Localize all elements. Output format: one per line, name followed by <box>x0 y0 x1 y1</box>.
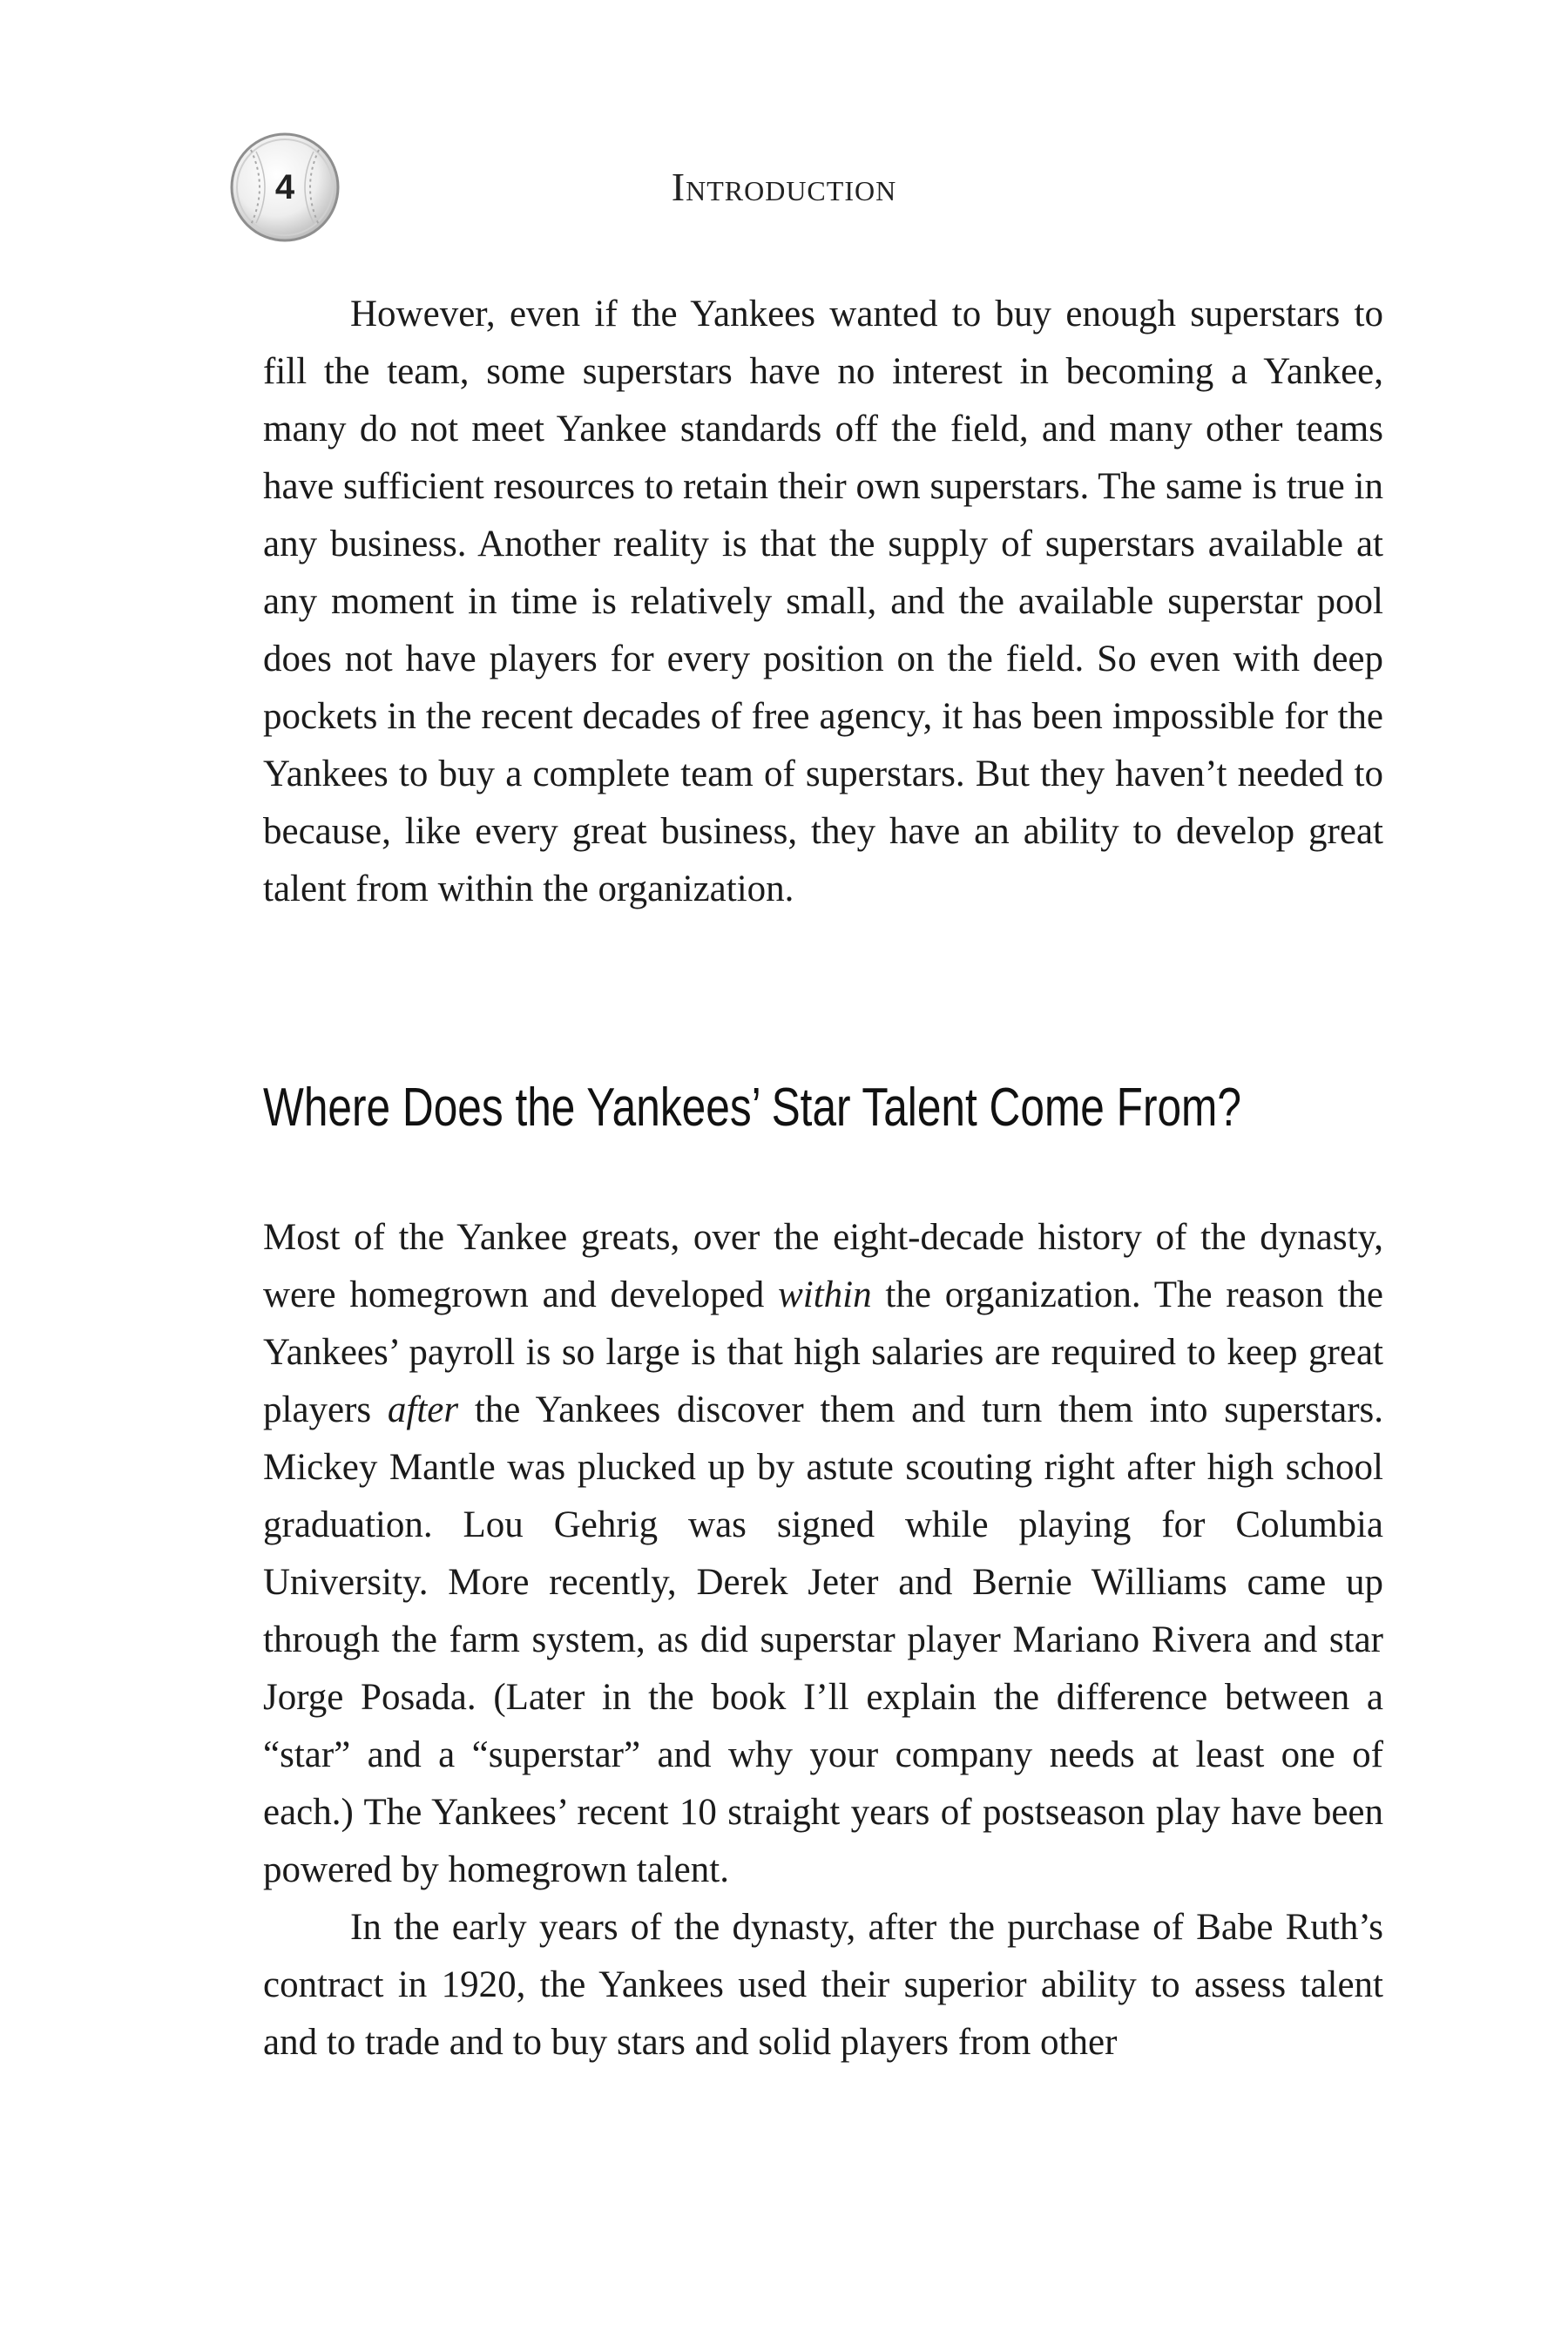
body-text-bottom <box>263 1209 1383 2072</box>
paragraph-text: the organization. The reason the Yankees’ payroll is so large is that high salaries are required to keep great players <box>263 1274 1383 1430</box>
paragraph: However, even if the Yankees wanted to buy enough superstars to fill the team, some superstars have no interest in becoming a Yankee, many do not meet Yankee standards off the field, and many other teams have sufficient resources to retain their own superstars. The same is true in any business. Another reality is that the supply of superstars available at any moment in time is relatively small, and the available superstar pool does not have players for every position on the field. So even with deep pockets in the recent decades of free agency, it has been impossible for the Yankees to buy a complete team of superstars. But they haven’t needed to because, like every great business, they have an ability to develop great talent from within the organization. <box>263 294 1383 909</box>
emphasis-text: within <box>778 1274 872 1315</box>
page-header <box>0 131 1568 244</box>
emphasis-text: after <box>387 1389 459 1430</box>
paragraph: In the early years of the dynasty, after the purchase of Babe Ruth’s contract in 1920, the Yankees used their superior ability to assess talent and to trade and to buy stars and solid players from other <box>263 1907 1383 2063</box>
section-heading: Where Does the Yankees’ Star Talent Come From? <box>263 1078 1241 1138</box>
body-text-top <box>263 286 1383 918</box>
running-head: Introduction <box>671 165 897 209</box>
paragraph <box>263 1209 1383 1899</box>
paragraph-text: Most of the Yankee greats, over the eight-decade history of the dynasty, were homegrown and developed <box>263 1217 1383 1315</box>
page-number: 4 <box>274 168 295 206</box>
paragraph-text: the Yankees discover them and turn them into superstars. Mickey Mantle was plucked up by astute scouting right after high school graduation. Lou Gehrig was signed while playing for Columbia University. More recently, Derek Jeter and Bernie Williams came up through the farm system, as did superstar player Mariano Rivera and star Jorge Posada. (Later in the book I’ll explain the difference between a “star” and a “superstar” and why your company needs at least one of each.) The Yankees’ recent 10 straight years of postseason play have been powered by homegrown talent. <box>263 1389 1383 1890</box>
